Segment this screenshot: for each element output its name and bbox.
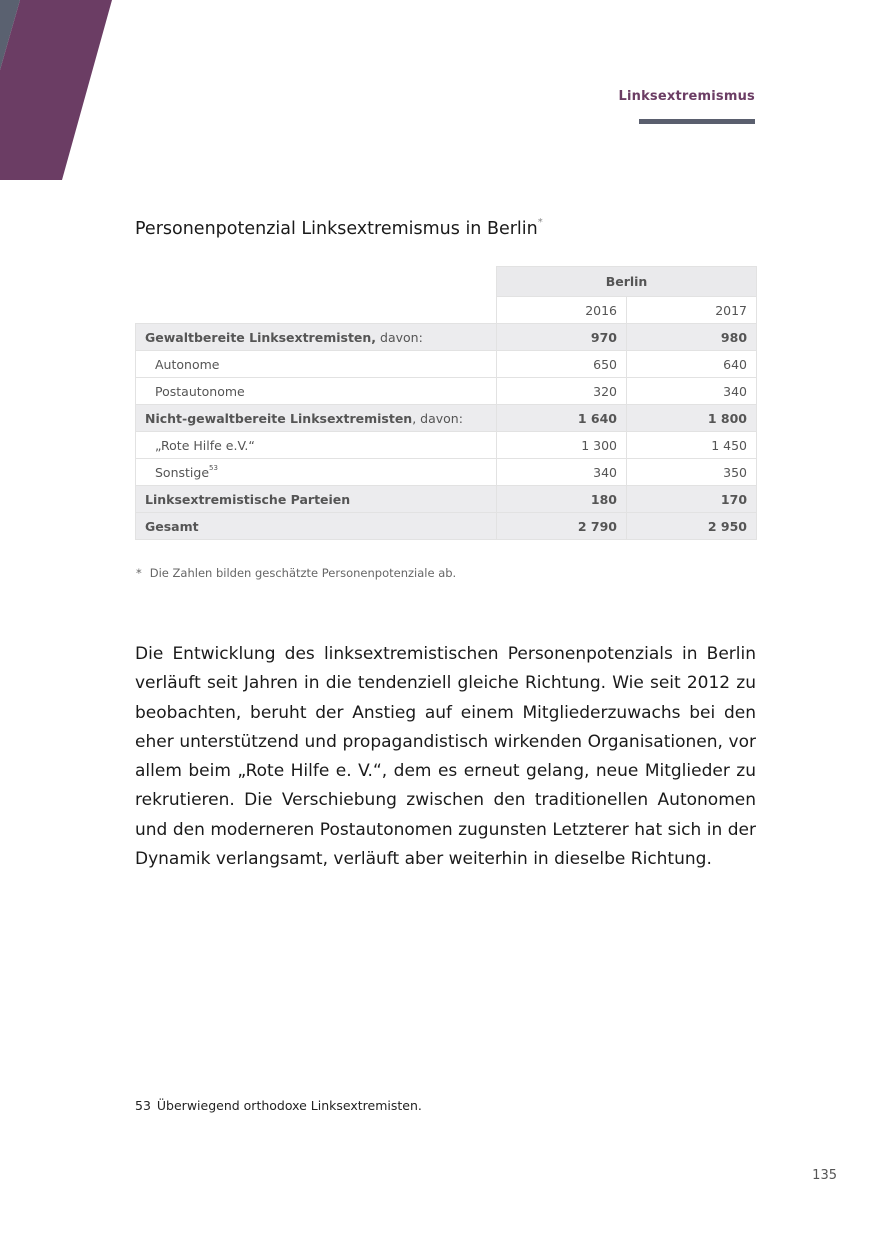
- value-2016: 650: [497, 351, 627, 378]
- footnote-number: 53: [135, 1098, 151, 1113]
- value-2016: 320: [497, 378, 627, 405]
- value-2016: 180: [497, 486, 627, 513]
- row-label-text: Nicht-gewaltbereite Linksextremisten: [145, 410, 413, 426]
- table-heading: [135, 219, 543, 239]
- row-label: [136, 459, 497, 486]
- table-row: [136, 432, 757, 459]
- year-2016-header: 2016: [497, 297, 627, 324]
- table-row: [136, 459, 757, 486]
- table-row: [136, 324, 757, 351]
- data-table: [135, 266, 757, 540]
- row-label: [136, 324, 497, 351]
- region-header-row: [136, 267, 757, 297]
- value-2016: 970: [497, 324, 627, 351]
- page-footnote: [135, 1098, 422, 1113]
- footnote-text: Überwiegend orthodoxe Linksextremisten.: [156, 1098, 422, 1113]
- year-header-row: [136, 297, 757, 324]
- row-label-text: Sonstige: [155, 464, 210, 480]
- body-paragraph: Die Entwicklung des linksextremistischen Personenpotenzials in Berlin verläuft seit Jahren in die tendenziell gleiche Richtung. Wie seit 2012 zu beobachten, beruht der Anstieg auf einem Mitgliederzuwachs bei den eher unterstützend und propagandistisch wirkenden Organisationen, vor allem beim „Rote Hilfe e. V.“, dem es erneut gelang, neue Mitglieder zu rekrutieren. Die Verschiebung zwischen den traditionellen Autonomen und den moderneren Postautonomen zugunsten Letzterer hat sich in der Dynamik verlangsamt, verläuft aber weiterhin in dieselbe Richtung.: [135, 644, 756, 870]
- value-2017: 170: [627, 486, 757, 513]
- row-label: Postautonome: [136, 378, 497, 405]
- region-header: Berlin: [497, 267, 757, 297]
- heading-marker: *: [537, 217, 543, 228]
- blank-cell: [136, 297, 497, 324]
- row-label: „Rote Hilfe e.V.“: [136, 432, 497, 459]
- value-2016: 1 300: [497, 432, 627, 459]
- table-footnote-text: Die Zahlen bilden geschätzte Personenpotenziale ab.: [149, 566, 457, 580]
- table-row: [136, 513, 757, 540]
- row-label-text: Gewaltbereite Linksextremisten,: [145, 329, 377, 345]
- table-row: [136, 351, 757, 378]
- year-2017-header: 2017: [627, 297, 757, 324]
- page-number: 135: [812, 1168, 837, 1183]
- table-row: [136, 486, 757, 513]
- table-row: [136, 405, 757, 432]
- corner-decoration: [0, 0, 120, 180]
- row-label: Gesamt: [136, 513, 497, 540]
- value-2017: 340: [627, 378, 757, 405]
- value-2017: 1 800: [627, 405, 757, 432]
- row-label-suffix: , davon:: [412, 410, 463, 426]
- row-label: [136, 405, 497, 432]
- table-footnote-marker: *: [136, 566, 142, 580]
- section-rule: [639, 119, 755, 124]
- value-2017: 640: [627, 351, 757, 378]
- blank-cell: [136, 267, 497, 297]
- row-label: Linksextremistische Parteien: [136, 486, 497, 513]
- value-2017: 980: [627, 324, 757, 351]
- value-2016: 340: [497, 459, 627, 486]
- value-2017: 2 950: [627, 513, 757, 540]
- footnote-reference: 53: [209, 463, 218, 472]
- heading-text: Personenpotenzial Linksextremismus in Berlin: [135, 219, 538, 239]
- row-label: Autonome: [136, 351, 497, 378]
- value-2016: 2 790: [497, 513, 627, 540]
- value-2017: 350: [627, 459, 757, 486]
- value-2016: 1 640: [497, 405, 627, 432]
- value-2017: 1 450: [627, 432, 757, 459]
- section-title: Linksextremismus: [618, 89, 755, 104]
- table-footnote: [136, 566, 456, 580]
- table-row: [136, 378, 757, 405]
- row-label-suffix: davon:: [376, 329, 423, 345]
